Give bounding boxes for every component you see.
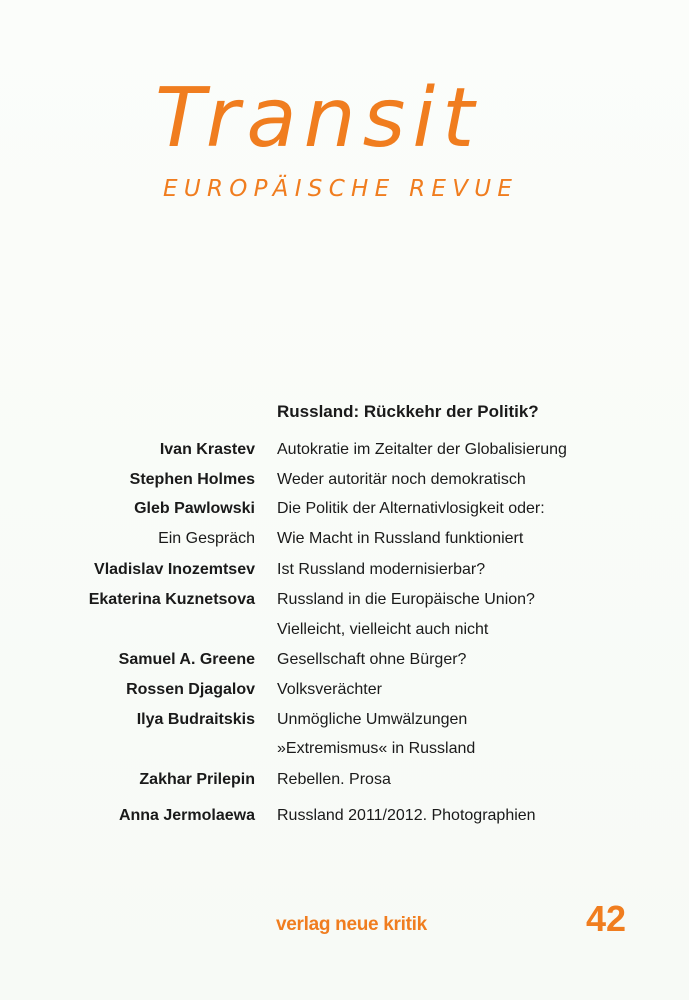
toc-title: Vielleicht, vielleicht auch nicht xyxy=(277,621,489,638)
toc-row xyxy=(0,678,689,702)
toc-author: Ekaterina Kuznetsova xyxy=(88,591,255,608)
toc-row xyxy=(0,737,689,761)
toc-title: Russland in die Europäische Union? xyxy=(277,591,535,608)
toc-author: Gleb Pawlowski xyxy=(134,500,255,517)
toc-author-note: Ein Gespräch xyxy=(158,530,255,547)
toc-author: Vladislav Inozemtsev xyxy=(94,561,255,578)
issue-number: 42 xyxy=(586,898,627,939)
journal-title: Transit xyxy=(155,71,482,166)
toc-row xyxy=(0,648,689,672)
toc-title: Weder autoritär noch demokratisch xyxy=(277,471,526,488)
toc-title: Die Politik der Alternativlosigkeit oder: xyxy=(277,500,545,517)
toc-row xyxy=(0,708,689,732)
toc-title: Russland 2011/2012. Photographien xyxy=(277,807,536,824)
publisher-name: verlag neue kritik xyxy=(276,914,427,935)
journal-subtitle: EUROPÄISCHE REVUE xyxy=(163,176,519,202)
toc-row xyxy=(0,804,689,828)
toc-title: Unmögliche Umwälzungen xyxy=(277,711,468,728)
toc-author: Zakhar Prilepin xyxy=(139,771,255,788)
toc-row xyxy=(0,438,689,462)
toc-row xyxy=(0,618,689,642)
toc-row xyxy=(0,527,689,551)
toc-title: Gesellschaft ohne Bürger? xyxy=(277,651,467,668)
toc-title: Ist Russland modernisierbar? xyxy=(277,561,486,578)
toc-row xyxy=(0,497,689,521)
toc-title: Volksverächter xyxy=(277,681,382,698)
toc-title: Wie Macht in Russland funktioniert xyxy=(277,530,524,547)
toc-row xyxy=(0,588,689,612)
toc-row xyxy=(0,768,689,792)
issue-heading: Russland: Rückkehr der Politik? xyxy=(277,402,539,421)
toc-title: Autokratie im Zeitalter der Globalisierung xyxy=(277,441,567,458)
toc-author: Ivan Krastev xyxy=(159,441,255,458)
toc-title: Rebellen. Prosa xyxy=(277,771,391,788)
toc-author: Ilya Budraitskis xyxy=(136,711,255,728)
toc-title: »Extremismus« in Russland xyxy=(277,740,476,757)
toc-row xyxy=(0,468,689,492)
toc-author: Rossen Djagalov xyxy=(126,681,255,698)
toc-author: Anna Jermolaewa xyxy=(118,807,255,824)
toc-author: Samuel A. Greene xyxy=(118,651,255,668)
toc-author: Stephen Holmes xyxy=(129,471,255,488)
toc-row xyxy=(0,558,689,582)
